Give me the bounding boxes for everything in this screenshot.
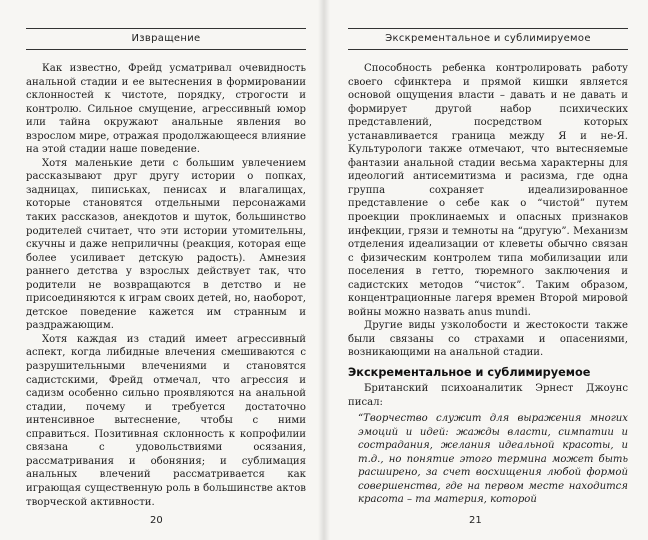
block-quote: “Творчество служит для выражения многих эмоций и идей: жажды власти, симпатии и сострадания, желания идеальной красоты, и т.д., но понятие этого термина может быть расширено, за счет восхищения любой формой совершенства, где на первом месте находится красота – та материя, которой xyxy=(358,413,628,506)
header-rule xyxy=(348,49,628,50)
header-rule xyxy=(26,49,306,50)
paragraph: Способность ребенка контролировать работу своего сфинктера и прямой кишки является основой ощущения власти – давать и не давать и формирует другой набор психических представлений, посредством которых устанавливается граница между Я и не-Я. Культурологи также отмечают, что вытесняемые фантазии анальной стадии весьма характерны для идеологий антисемитизма и расизма, где одна группа сохраняет идеализированное представление о себе как о “чистой” путем проекции проклинаемых и опасных признаков инфекции, грязи и темноты на “другую”. Механизм отделения идеализации от клеветы обычно связан с физическим контролем типа мобилизации или поселения в гетто, тюремного заключения и садистских методов “чисток”. Таким образом, концентрационные лагеря времен Второй мировой войны можно назвать anus mundi. xyxy=(348,63,628,318)
paragraph: Хотя маленькие дети с большим увлечением рассказывают друг другу истории о попках, задницах, пиписьках, пенисах и влагалищах, которые становятся отдельными персонажами таких рассказов, анекдотов и шуток, большинство родителей считает, что эти истории утомительны, скучны и даже неприличны (реакция, которая еще более усиливает детскую радость). Амнезия раннего детства у взрослых действует так, что родители не возвращаются в детство и не присоединяются к играм своих детей, но, наоборот, детское поведение кажется им странным и раздражающим. xyxy=(26,157,306,332)
running-head: Экскрементальное и сублимируемое xyxy=(385,33,591,44)
page-number: 20 xyxy=(150,515,163,526)
paragraph: Британский психоаналитик Эрнест Джоунс писал: xyxy=(348,383,628,408)
page-body xyxy=(348,62,628,507)
paragraph: Хотя каждая из стадий имеет агрессивный аспект, когда либидные влечения смешиваются с разрушительными влечениями и становятся садистскими, Фрейд отмечал, что агрессия и садизм особенно сильно проявляются на анальной стадии, почему и требуется достаточно интенсивное вытеснение, чтобы с ними справиться. Позитивная склонность к копрофилии связана с удовольствиями осязания, рассматривания и обоняния; и сублимация анальных влечений рассматривается как играющая существенную роль в большинстве актов творческой активности. xyxy=(26,333,306,508)
book-gutter xyxy=(318,0,330,540)
paragraph: Другие виды узколобости и жестокости также были связаны со страхами и опасениями, возникающими на анальной стадии. xyxy=(348,320,628,359)
right-page xyxy=(324,0,648,540)
paragraph: Как известно, Фрейд усматривал очевидность анальной стадии и ее вытеснения в формировании склонностей к чистоте, порядку, строгости и контролю. Сильное смущение, агрессивный юмор или тайна окружают анальные явления во взрослом мире, отражая продолжающееся влияние на этой стадии наше поведение. xyxy=(26,63,306,156)
page-number: 21 xyxy=(469,515,482,526)
page-body xyxy=(26,62,306,509)
running-head: Извращение xyxy=(131,33,201,44)
section-heading: Экскрементальное и сублимируемое xyxy=(348,366,591,380)
